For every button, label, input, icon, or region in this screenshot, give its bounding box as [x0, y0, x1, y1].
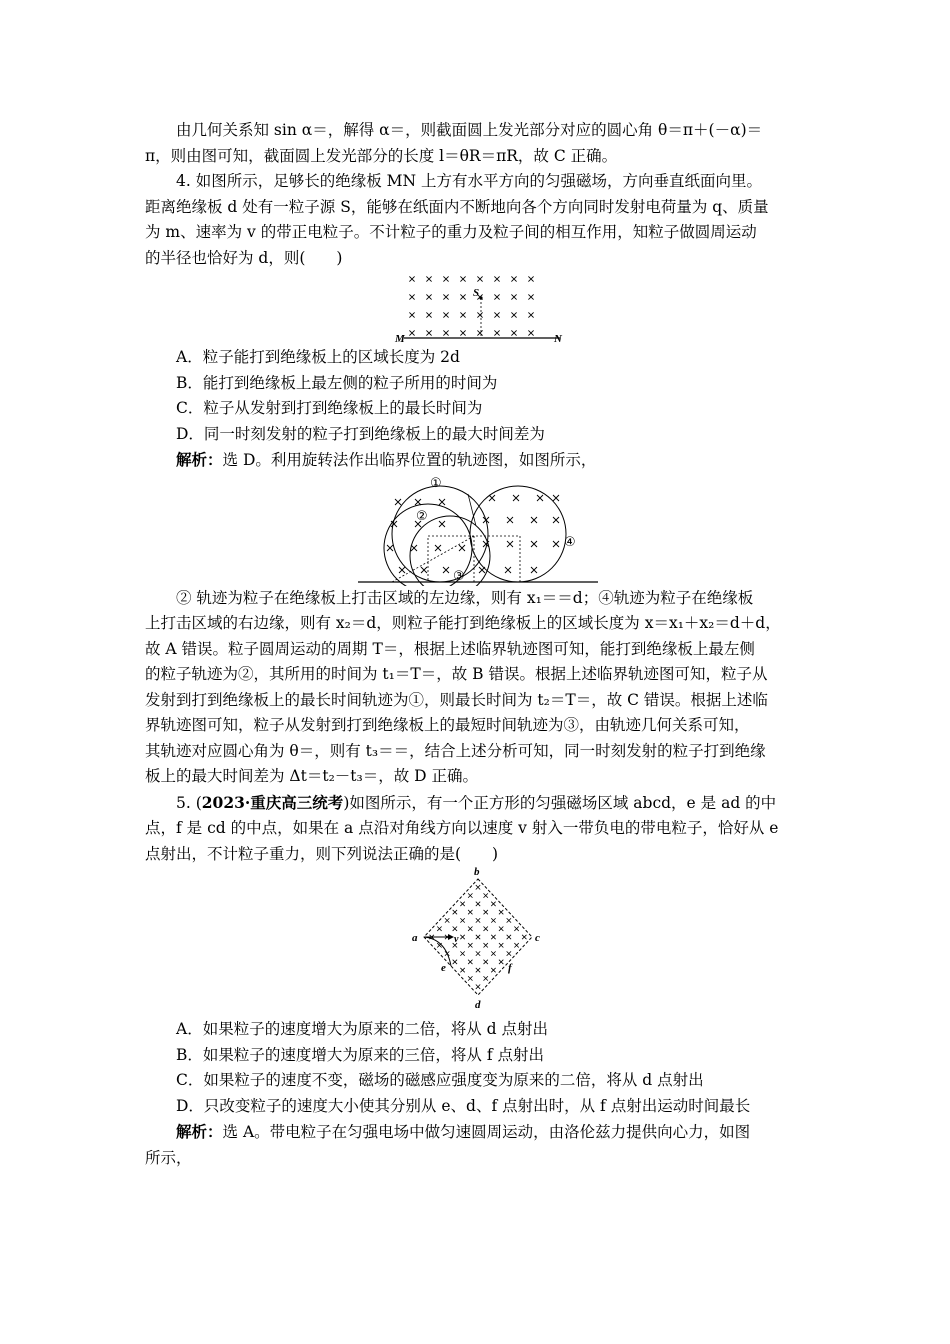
label-d: d: [474, 999, 480, 1011]
field-cross-mark: [439, 499, 445, 505]
field-cross-mark: [387, 545, 393, 551]
document-page: [145, 118, 810, 1171]
field-cross-mark: [452, 910, 456, 914]
q4-option-c: C．粒子从发射到打到绝缘板上的最长时间为: [176, 399, 483, 417]
field-cross-mark: [475, 968, 479, 972]
field-cross-mark: [426, 276, 431, 281]
field-cross-mark: [460, 918, 464, 922]
marker-4: ④: [563, 534, 576, 550]
field-cross-mark: [507, 517, 513, 523]
q5-option-a: A．如果粒子的速度增大为原来的二倍，将从 d 点射出: [176, 1020, 548, 1038]
field-cross-mark: [522, 935, 526, 939]
label-v: v: [453, 934, 458, 945]
q5-source: 2023·重庆高三统考: [201, 792, 344, 812]
para-1: 由几何关系知 sin α＝，解得 α＝，则截面圆上发光部分对应的圆心角 θ＝π＋(－α)＝: [176, 121, 763, 139]
field-cross-mark: [494, 294, 499, 299]
field-cross-mark: [459, 545, 465, 551]
field-cross-mark: [443, 330, 448, 335]
field-cross-mark: [483, 910, 487, 914]
q5-stem-first: [145, 790, 810, 817]
field-cross-mark: [483, 960, 487, 964]
field-cross-mark: [506, 918, 510, 922]
q4-trajectory-figure: [145, 474, 810, 586]
q5-stem-2: 点，f 是 cd 的中点，如果在 a 点沿对角线方向以速度 v 射入一带负电的带电粒子，恰好从 e: [145, 819, 779, 837]
trajectory-figure: [358, 474, 598, 586]
field-cross-mark: [514, 943, 518, 947]
analysis-text: 选 D。利用旋转法作出临界位置的轨迹图，如图所示，: [222, 451, 597, 469]
field-cross-mark: [511, 312, 516, 317]
field-cross-mark: [491, 951, 495, 955]
label-f: f: [507, 962, 512, 974]
field-cross-mark: [468, 893, 472, 897]
field-cross-mark: [435, 545, 441, 551]
q4-analysis-first: [145, 447, 810, 474]
field-cross-mark: [511, 276, 516, 281]
q4-option-a: A．粒子能打到绝缘板上的区域长度为 2d: [176, 348, 460, 366]
field-cross-mark: [477, 312, 482, 317]
q5-number: 5. (: [176, 793, 202, 812]
field-cross-mark: [494, 330, 499, 335]
q4-stem-1: 4. 如图所示，足够长的绝缘板 MN 上方有水平方向的匀强磁场，方向垂直纸面向里。: [176, 172, 763, 190]
field-cross-mark: [553, 517, 559, 523]
field-cross-mark: [494, 276, 499, 281]
field-cross-mark: [477, 276, 482, 281]
label-a: a: [411, 932, 417, 944]
field-cross-mark: [528, 276, 533, 281]
field-cross-mark: [498, 943, 502, 947]
field-cross-mark: [514, 927, 518, 931]
trajectory-circle-3: [410, 516, 490, 586]
q5-option-c: C．如果粒子的速度不变，磁场的磁感应强度变为原来的二倍，将从 d 点射出: [176, 1071, 704, 1089]
field-cross-mark: [491, 935, 495, 939]
field-cross-mark: [528, 330, 533, 335]
field-cross-mark: [506, 951, 510, 955]
field-cross-mark: [460, 330, 465, 335]
field-cross-mark: [468, 976, 472, 980]
analysis-text: 选 A。带电粒子在匀强电场中做匀速圆周运动，由洛伦兹力提供向心力，如图: [222, 1123, 751, 1141]
marker-3: ③: [452, 568, 465, 584]
field-cross-mark: [443, 294, 448, 299]
field-cross-mark: [475, 918, 479, 922]
field-cross-mark: [452, 960, 456, 964]
field-cross-mark: [483, 943, 487, 947]
q4-analysis-4: 的粒子轨迹为②，其所用的时间为 t₁＝T＝，故 B 错误。根据上述临界轨迹图可知，粒子从: [145, 665, 768, 683]
field-cross-mark: [421, 567, 427, 573]
field-cross-mark: [411, 545, 417, 551]
field-cross-mark: [528, 294, 533, 299]
field-cross-mark: [475, 951, 479, 955]
q4-stem-3: 为 m、速率为 v 的带正电粒子。不计粒子的重力及粒子间的相互作用，知粒子做圆周运动: [145, 223, 757, 241]
field-cross-mark: [553, 541, 559, 547]
q4-analysis-5: 发射到打到绝缘板上的最长时间轨迹为①，则最长时间为 t₂＝T＝，故 C 错误。根据上述临: [145, 690, 768, 709]
q5-analysis-2: 所示，: [145, 1148, 192, 1167]
q4-analysis-2: 上打击区域的右边缘，则有 x₂＝d，则粒子能打到绝缘板上的区域长度为 x＝x₁＋x₂＝d＋d，: [145, 614, 781, 632]
field-cross-mark: [505, 567, 511, 573]
field-cross-mark: [553, 495, 559, 501]
q4-stem-2: 距离绝缘板 d 处有一粒子源 S，能够在纸面内不断地向各个方向同时发射电荷量为 q、质量: [145, 197, 769, 216]
field-cross-mark: [468, 927, 472, 931]
field-cross-mark: [443, 312, 448, 317]
field-cross-mark: [460, 902, 464, 906]
field-cross-mark: [426, 330, 431, 335]
field-cross-mark: [468, 943, 472, 947]
field-cross-mark: [395, 499, 401, 505]
field-cross-mark: [477, 330, 482, 335]
field-cross-mark: [513, 495, 519, 501]
square-field-figure: [408, 867, 548, 1017]
field-cross-mark: [409, 330, 414, 335]
field-cross-mark: [460, 951, 464, 955]
field-cross-mark: [531, 517, 537, 523]
field-cross-mark: [409, 294, 414, 299]
field-cross-mark: [452, 927, 456, 931]
field-cross-mark: [491, 902, 495, 906]
marker-1: ①: [429, 475, 442, 491]
field-cross-mark: [399, 567, 405, 573]
label-b: b: [473, 867, 479, 878]
field-cross-mark: [511, 294, 516, 299]
field-cross-mark: [498, 910, 502, 914]
field-cross-mark: [475, 885, 479, 889]
analysis-label: 解析：: [176, 450, 223, 469]
field-cross-mark: [409, 312, 414, 317]
field-cross-mark: [443, 567, 449, 573]
field-cross-mark: [498, 960, 502, 964]
field-cross-mark: [460, 294, 465, 299]
field-cross-mark: [475, 902, 479, 906]
q4-analysis-1: ② 轨迹为粒子在绝缘板上打击区域的左边缘，则有 x₁＝＝d；④轨迹为粒子在绝缘板: [176, 588, 754, 607]
q4-option-b: B．能打到绝缘板上最左侧的粒子所用的时间为: [176, 373, 498, 392]
field-cross-mark: [415, 499, 421, 505]
field-cross-mark: [491, 968, 495, 972]
label-e: e: [440, 962, 446, 974]
q4-stem-4: 的半径也恰好为 d，则( ): [145, 248, 343, 267]
q5-option-d: D．只改变粒子的速度大小使其分别从 e、d、f 点射出时，从 f 点射出运动时间最长: [176, 1096, 751, 1115]
label-c: c: [534, 932, 540, 944]
q5-stem-text: )如图所示，有一个正方形的匀强磁场区域 abcd，e 是 ad 的中: [343, 793, 777, 812]
q5-figure: [145, 867, 810, 1017]
label-N: N: [553, 333, 562, 345]
q4-analysis-6: 界轨迹图可知，粒子从发射到打到绝缘板上的最短时间轨迹为③，由轨迹几何关系可知，: [145, 716, 750, 734]
q4-option-d: D．同一时刻发射的粒子打到绝缘板上的最大时间差为: [176, 424, 545, 443]
field-cross-mark: [426, 312, 431, 317]
field-cross-mark: [426, 294, 431, 299]
field-cross-mark: [443, 276, 448, 281]
field-cross-mark: [537, 495, 543, 501]
label-M: M: [394, 333, 405, 345]
q5-analysis-first: [145, 1119, 810, 1146]
field-cross-mark: [475, 985, 479, 989]
field-cross-mark: [489, 495, 495, 501]
field-cross-mark: [468, 960, 472, 964]
field-cross-mark: [460, 312, 465, 317]
dashed-rectangle: [428, 536, 520, 582]
marker-2: ②: [415, 508, 428, 524]
field-cross-mark: [511, 330, 516, 335]
field-cross-mark: [483, 976, 487, 980]
field-cross-mark: [528, 312, 533, 317]
field-cross-mark: [494, 312, 499, 317]
field-cross-mark: [531, 567, 537, 573]
field-cross-mark: [460, 968, 464, 972]
field-cross-mark: [460, 276, 465, 281]
field-cross-mark: [483, 927, 487, 931]
field-cross-mark: [491, 918, 495, 922]
source-point: [479, 296, 482, 299]
para-2: π，则由图可知，截面圆上发光部分的长度 l＝θR＝πR，故 C 正确。: [145, 146, 618, 165]
field-cross-mark: [468, 910, 472, 914]
magnetic-field-figure: [388, 271, 568, 345]
field-cross-mark: [506, 935, 510, 939]
field-cross-mark: [531, 541, 537, 547]
field-cross-mark: [437, 927, 441, 931]
field-cross-mark: [498, 927, 502, 931]
q4-analysis-7: 其轨迹对应圆心角为 θ＝，则有 t₃＝＝，结合上述分析可知，同一时刻发射的粒子打到绝缘: [145, 741, 766, 760]
field-cross-mark: [483, 893, 487, 897]
field-cross-mark: [444, 918, 448, 922]
field-cross-mark: [460, 935, 464, 939]
q5-option-b: B．如果粒子的速度增大为原来的三倍，将从 f 点射出: [176, 1045, 544, 1064]
q5-stem-3: 点射出，不计粒子重力，则下列说法正确的是( ): [145, 844, 499, 863]
field-cross-mark: [439, 521, 445, 527]
field-cross-mark: [507, 541, 513, 547]
field-cross-mark: [409, 276, 414, 281]
q4-figure: [145, 271, 810, 345]
field-cross-mark: [475, 935, 479, 939]
q4-analysis-8: 板上的最大时间差为 Δt＝t₂－t₃＝，故 D 正确。: [145, 767, 479, 785]
q4-analysis-3: 故 A 错误。粒子圆周运动的周期 T＝，根据上述临界轨迹图可知，能打到绝缘板上最左侧: [145, 639, 755, 658]
analysis-label: 解析：: [176, 1122, 223, 1141]
label-S: S: [472, 287, 479, 299]
